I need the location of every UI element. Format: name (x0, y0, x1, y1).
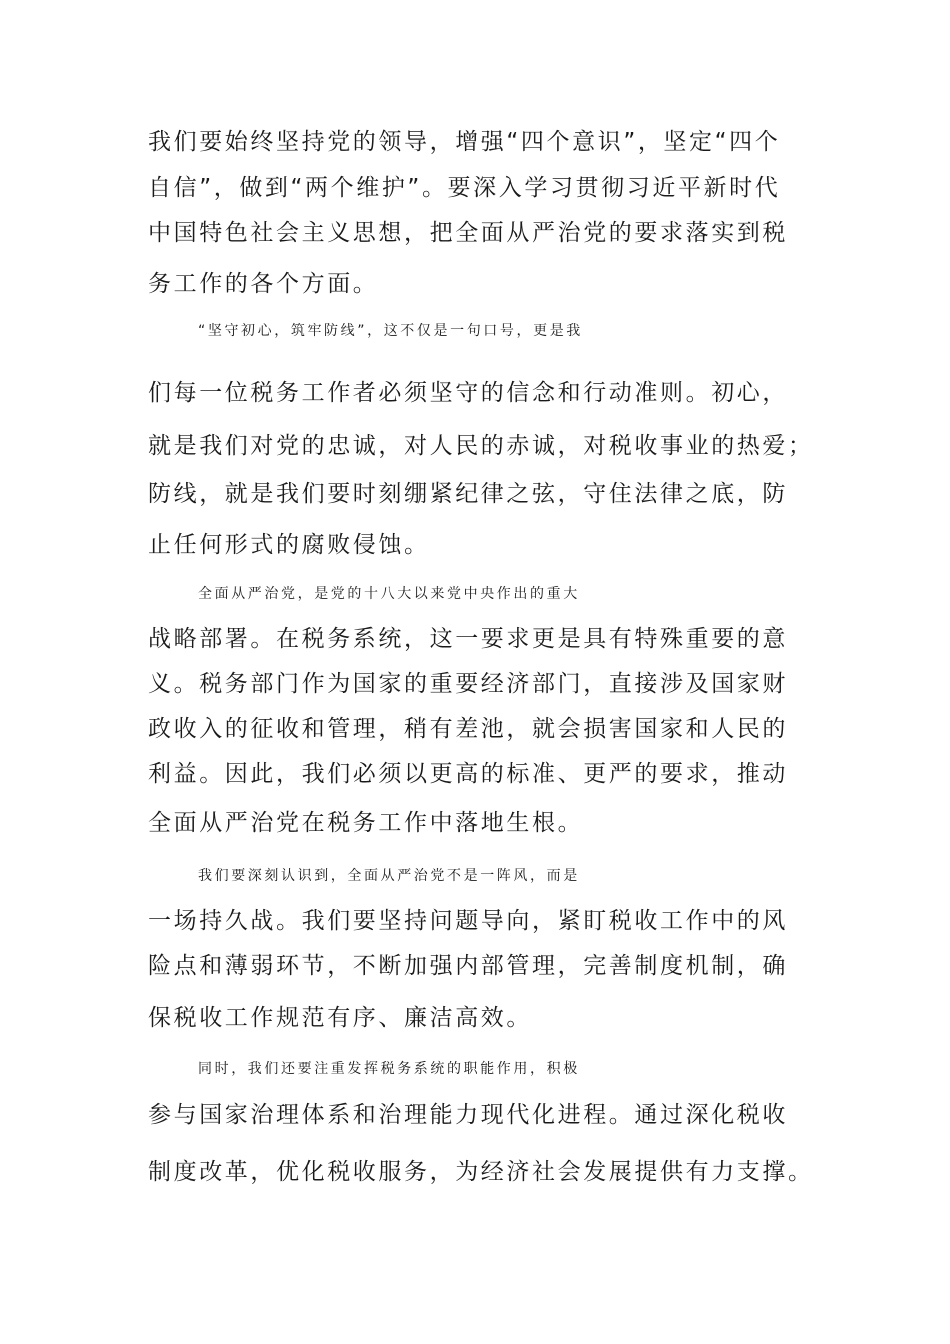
paragraph-first-line: “坚守初心，筑牢防线”，这不仅是一句口号，更是我 (198, 323, 583, 339)
text-line: 防线，就是我们要时刻绷紧纪律之弦，守住法律之底，防 (148, 481, 788, 507)
text-line: 义。税务部门作为国家的重要经济部门，直接涉及国家财 (148, 671, 788, 697)
text-line: 全面从严治党在税务工作中落地生根。 (148, 810, 584, 836)
text-line: 一场持久战。我们要坚持问题导向，紧盯税收工作中的风 (148, 908, 788, 934)
text-line: 利益。因此，我们必须以更高的标准、更严的要求，推动 (148, 761, 788, 787)
text-line: 中国特色社会主义思想，把全面从严治党的要求落实到税 (148, 220, 788, 246)
text-line: 险点和薄弱环节，不断加强内部管理，完善制度机制，确 (148, 953, 788, 979)
paragraph-first-line: 我们要深刻认识到，全面从严治党不是一阵风，而是 (198, 868, 580, 884)
text-line: 就是我们对党的忠诚，对人民的赤诚，对税收事业的热爱； (148, 433, 814, 459)
text-line: 保税收工作规范有序、廉洁高效。 (148, 1005, 532, 1031)
text-line: 战略部署。在税务系统，这一要求更是具有特殊重要的意 (148, 626, 788, 652)
paragraph-first-line: 全面从严治党，是党的十八大以来党中央作出的重大 (198, 586, 580, 602)
text-line: 我们要始终坚持党的领导，增强“四个意识”，坚定“四个 (148, 129, 781, 155)
text-line: 务工作的各个方面。 (148, 271, 379, 297)
paragraph-first-line: 同时，我们还要注重发挥税务系统的职能作用，积极 (198, 1061, 580, 1077)
text-line: 制度改革，优化税收服务，为经济社会发展提供有力支撑。 (148, 1159, 814, 1185)
text-line: 止任何形式的腐败侵蚀。 (148, 532, 430, 558)
text-line: 参与国家治理体系和治理能力现代化进程。通过深化税收 (148, 1102, 788, 1128)
text-line: 自信”，做到“两个维护”。要深入学习贯彻习近平新时代 (148, 175, 781, 201)
text-line: 们每一位税务工作者必须坚守的信念和行动准则。初心， (148, 380, 788, 406)
text-line: 政收入的征收和管理，稍有差池，就会损害国家和人民的 (148, 716, 788, 742)
